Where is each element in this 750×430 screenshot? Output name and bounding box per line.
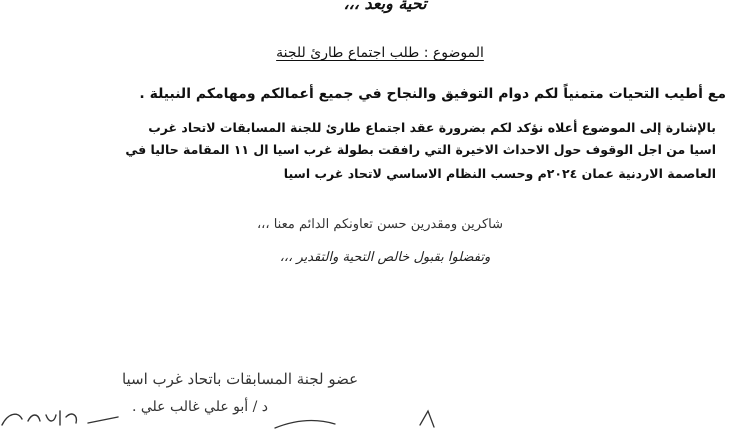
signatory-title: عضو لجنة المسابقات باتحاد غرب اسيا (121, 370, 359, 388)
body-line-1: بالإشارة إلى الموضوع أعلاه نؤكد لكم بضرورة عقد اجتماع طارئ للجنة المسابقات لاتحاد غرب (148, 120, 716, 135)
body-line-3: العاصمة الاردنية عمان ٢٠٢٤م وحسب النظام الاساسي لاتحاد غرب اسيا (283, 166, 716, 181)
signatory-name: د / أبو علي غالب علي . (131, 399, 269, 415)
body-line-2: اسيا من اجل الوقوف حول الاحداث الاخيرة التي رافقت بطولة غرب اسيا ال ١١ المقامة حاليا في (125, 142, 716, 157)
thanks-line: شاكرين ومقدرين حسن تعاونكم الدائم معنا ،،، (256, 217, 504, 232)
greeting: تحية وبعد ،،، (343, 0, 427, 13)
subject-line: الموضوع : طلب اجتماع طارئ للجنة (276, 45, 484, 61)
opening-line: مع أطيب التحيات متمنياً لكم دوام التوفيق والنجاح في جميع أعمالكم ومهامكم النبيلة . (139, 86, 726, 102)
handwritten-signature (0, 395, 750, 430)
closing-line: وتفضلوا بقبول خالص التحية والتقدير ،،، (279, 250, 491, 265)
